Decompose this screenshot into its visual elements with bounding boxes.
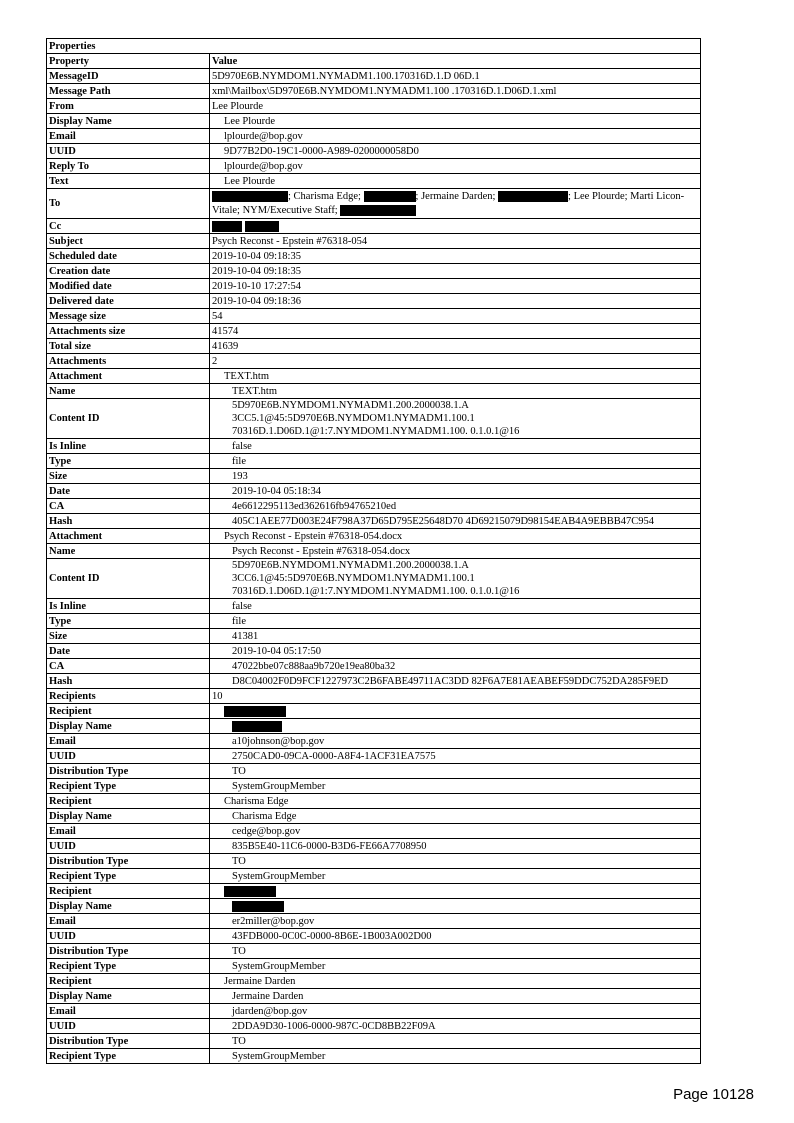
recipient-type-value: SystemGroupMember	[210, 959, 701, 974]
redaction-box	[340, 205, 416, 216]
display-name-value: Lee Plourde	[210, 114, 701, 129]
table-row	[47, 144, 701, 159]
table-row	[47, 219, 701, 234]
uuid-value: 835B5E40-11C6-0000-B3D6-FE66A7708950	[210, 839, 701, 854]
row-label: From	[47, 99, 210, 114]
table-row	[47, 869, 701, 884]
table-row	[47, 279, 701, 294]
table-row	[47, 84, 701, 99]
table-row	[47, 529, 701, 544]
modified-date-value: 2019-10-10 17:27:54	[210, 279, 701, 294]
email-value: cedge@bop.gov	[210, 824, 701, 839]
redaction-box	[224, 706, 286, 717]
table-row	[47, 384, 701, 399]
size-value: 193	[210, 469, 701, 484]
table-title-row	[47, 39, 701, 54]
scheduled-date-value: 2019-10-04 09:18:35	[210, 249, 701, 264]
is-inline-value: false	[210, 599, 701, 614]
row-label: Recipient	[47, 974, 210, 989]
table-row	[47, 294, 701, 309]
message-id-value: 5D970E6B.NYMDOM1.NYMADM1.100.170316D.1.D 06D.1	[210, 69, 701, 84]
display-name-value: Charisma Edge	[210, 809, 701, 824]
row-label: Content ID	[47, 399, 210, 439]
content-id-line: 3CC6.1@45:5D970E6B.NYMDOM1.NYMADM1.100.1	[232, 573, 475, 584]
row-label: Attachments size	[47, 324, 210, 339]
row-label: UUID	[47, 839, 210, 854]
row-label: Display Name	[47, 114, 210, 129]
redaction-box	[212, 221, 242, 232]
attachment-name-value: Psych Reconst - Epstein #76318-054.docx	[210, 544, 701, 559]
subject-value: Psych Reconst - Epstein #76318-054	[210, 234, 701, 249]
recipient-value: Charisma Edge	[210, 794, 701, 809]
row-label: Display Name	[47, 719, 210, 734]
redaction-box	[232, 721, 282, 732]
row-label: Cc	[47, 219, 210, 234]
row-label: UUID	[47, 749, 210, 764]
table-row	[47, 734, 701, 749]
row-label: Distribution Type	[47, 1034, 210, 1049]
attachment-value: Psych Reconst - Epstein #76318-054.docx	[210, 529, 701, 544]
row-label: Size	[47, 629, 210, 644]
column-header-property: Property	[47, 54, 210, 69]
table-row	[47, 69, 701, 84]
to-value	[210, 189, 701, 219]
table-row	[47, 764, 701, 779]
redaction-box	[232, 901, 284, 912]
row-label: Distribution Type	[47, 854, 210, 869]
table-row	[47, 659, 701, 674]
table-row	[47, 599, 701, 614]
row-label: Attachments	[47, 354, 210, 369]
email-value: er2miller@bop.gov	[210, 914, 701, 929]
row-label: Total size	[47, 339, 210, 354]
email-value: jdarden@bop.gov	[210, 1004, 701, 1019]
table-row	[47, 114, 701, 129]
table-row	[47, 749, 701, 764]
content-id-value	[210, 399, 701, 439]
table-row	[47, 614, 701, 629]
row-label: Email	[47, 734, 210, 749]
content-id-line: 3CC5.1@45:5D970E6B.NYMDOM1.NYMADM1.100.1	[232, 413, 475, 424]
date-value: 2019-10-04 05:18:34	[210, 484, 701, 499]
row-label: Display Name	[47, 809, 210, 824]
uuid-value: 2750CAD0-09CA-0000-A8F4-1ACF31EA7575	[210, 749, 701, 764]
redaction-box	[364, 191, 416, 202]
ca-value: 47022bbe07c888aa9b720e19ea80ba32	[210, 659, 701, 674]
page-number: Page 10128	[673, 1086, 754, 1103]
table-row	[47, 354, 701, 369]
row-label: Delivered date	[47, 294, 210, 309]
row-label: Date	[47, 484, 210, 499]
table-row	[47, 339, 701, 354]
row-label: Recipient Type	[47, 959, 210, 974]
table-row	[47, 914, 701, 929]
table-row	[47, 324, 701, 339]
row-label: Recipient Type	[47, 1049, 210, 1064]
attachment-name-value: TEXT.htm	[210, 384, 701, 399]
creation-date-value: 2019-10-04 09:18:35	[210, 264, 701, 279]
row-label: Date	[47, 644, 210, 659]
table-row	[47, 174, 701, 189]
text-value: Lee Plourde	[210, 174, 701, 189]
to-text: ; Jermaine Darden;	[415, 190, 496, 202]
row-label: Recipient	[47, 794, 210, 809]
row-label: Attachment	[47, 369, 210, 384]
display-name-value	[210, 899, 701, 914]
cc-value	[210, 219, 701, 234]
row-label: Display Name	[47, 989, 210, 1004]
table-row	[47, 514, 701, 529]
table-header-row	[47, 54, 701, 69]
properties-sheet	[46, 38, 700, 1064]
distribution-type-value: TO	[210, 944, 701, 959]
table-row	[47, 884, 701, 899]
row-label: Text	[47, 174, 210, 189]
redaction-box	[498, 191, 568, 202]
row-label: Email	[47, 824, 210, 839]
row-label: CA	[47, 659, 210, 674]
table-row	[47, 809, 701, 824]
distribution-type-value: TO	[210, 854, 701, 869]
table-row	[47, 959, 701, 974]
row-label: Distribution Type	[47, 764, 210, 779]
table-row	[47, 779, 701, 794]
row-label: Distribution Type	[47, 944, 210, 959]
row-label: Message size	[47, 309, 210, 324]
recipient-value	[210, 884, 701, 899]
table-row	[47, 929, 701, 944]
type-value: file	[210, 614, 701, 629]
row-label: Message Path	[47, 84, 210, 99]
table-row	[47, 369, 701, 384]
table-row	[47, 439, 701, 454]
hash-value: 405C1AEE77D003E24F798A37D65D795E25648D70 4D69215079D98154EAB4A9EBBB47C954	[210, 514, 701, 529]
table-row	[47, 249, 701, 264]
row-label: Recipient	[47, 704, 210, 719]
table-row	[47, 944, 701, 959]
row-label: Email	[47, 1004, 210, 1019]
message-size-value: 54	[210, 309, 701, 324]
row-label: Is Inline	[47, 439, 210, 454]
total-size-value: 41639	[210, 339, 701, 354]
row-label: Is Inline	[47, 599, 210, 614]
table-row	[47, 499, 701, 514]
type-value: file	[210, 454, 701, 469]
to-text: ; Charisma Edge;	[288, 190, 361, 202]
table-row	[47, 129, 701, 144]
table-row	[47, 309, 701, 324]
table-row	[47, 674, 701, 689]
recipient-value: Jermaine Darden	[210, 974, 701, 989]
content-id-value	[210, 559, 701, 599]
row-label: Subject	[47, 234, 210, 249]
row-label: Name	[47, 384, 210, 399]
table-row	[47, 644, 701, 659]
row-label: UUID	[47, 144, 210, 159]
to-text: ; Lee Plourde; Marti Licon-	[568, 190, 685, 202]
content-id-line: 70316D.1.D06D.1@1:7.NYMDOM1.NYMADM1.100. 0.1.0.1@16	[232, 586, 520, 597]
table-row	[47, 974, 701, 989]
table-row	[47, 559, 701, 599]
uuid-value: 9D77B2D0-19C1-0000-A989-0200000058D0	[210, 144, 701, 159]
from-value: Lee Plourde	[210, 99, 701, 114]
distribution-type-value: TO	[210, 1034, 701, 1049]
attachment-value: TEXT.htm	[210, 369, 701, 384]
row-label: Type	[47, 454, 210, 469]
table-row	[47, 234, 701, 249]
distribution-type-value: TO	[210, 764, 701, 779]
table-row	[47, 839, 701, 854]
recipient-type-value: SystemGroupMember	[210, 1049, 701, 1064]
table-row	[47, 629, 701, 644]
table-row	[47, 1004, 701, 1019]
row-label: CA	[47, 499, 210, 514]
row-label: Type	[47, 614, 210, 629]
row-label: Hash	[47, 674, 210, 689]
table-row	[47, 454, 701, 469]
table-row	[47, 469, 701, 484]
email-value: a10johnson@bop.gov	[210, 734, 701, 749]
table-row	[47, 854, 701, 869]
table-title: Properties	[47, 39, 701, 54]
table-row	[47, 1049, 701, 1064]
content-id-line: 5D970E6B.NYMDOM1.NYMADM1.200.2000038.1.A	[232, 560, 469, 571]
row-label: Recipients	[47, 689, 210, 704]
to-text: Vitale; NYM/Executive Staff;	[212, 204, 338, 216]
redaction-box	[224, 886, 276, 897]
recipient-type-value: SystemGroupMember	[210, 869, 701, 884]
row-label: Content ID	[47, 559, 210, 599]
content-id-line: 5D970E6B.NYMDOM1.NYMADM1.200.2000038.1.A	[232, 400, 469, 411]
row-label: Display Name	[47, 899, 210, 914]
email-value: lplourde@bop.gov	[210, 129, 701, 144]
is-inline-value: false	[210, 439, 701, 454]
table-row	[47, 899, 701, 914]
row-label: Creation date	[47, 264, 210, 279]
delivered-date-value: 2019-10-04 09:18:36	[210, 294, 701, 309]
table-row	[47, 989, 701, 1004]
row-label: Scheduled date	[47, 249, 210, 264]
recipient-type-value: SystemGroupMember	[210, 779, 701, 794]
table-row	[47, 824, 701, 839]
redaction-box	[212, 191, 288, 202]
table-row	[47, 704, 701, 719]
row-label: Hash	[47, 514, 210, 529]
row-label: Email	[47, 129, 210, 144]
table-row	[47, 794, 701, 809]
table-row	[47, 399, 701, 439]
row-label: MessageID	[47, 69, 210, 84]
reply-to-value: lplourde@bop.gov	[210, 159, 701, 174]
hash-value: D8C04002F0D9FCF1227973C2B6FABE49711AC3DD 82F6A7E81AEABEF59DDC752DA285F9ED	[210, 674, 701, 689]
row-label: Attachment	[47, 529, 210, 544]
properties-table	[46, 38, 701, 1064]
row-label: UUID	[47, 929, 210, 944]
table-row	[47, 1034, 701, 1049]
row-label: Modified date	[47, 279, 210, 294]
table-row	[47, 189, 701, 219]
recipient-value	[210, 704, 701, 719]
display-name-value	[210, 719, 701, 734]
table-row	[47, 719, 701, 734]
row-label: UUID	[47, 1019, 210, 1034]
content-id-line: 70316D.1.D06D.1@1:7.NYMDOM1.NYMADM1.100. 0.1.0.1@16	[232, 426, 520, 437]
row-label: Recipient	[47, 884, 210, 899]
row-label: Name	[47, 544, 210, 559]
column-header-value: Value	[210, 54, 701, 69]
ca-value: 4e6612295113ed362616fb94765210ed	[210, 499, 701, 514]
uuid-value: 2DDA9D30-1006-0000-987C-0CD8BB22F09A	[210, 1019, 701, 1034]
message-path-value: xml\Mailbox\5D970E6B.NYMDOM1.NYMADM1.100 .170316D.1.D06D.1.xml	[210, 84, 701, 99]
uuid-value: 43FDB000-0C0C-0000-8B6E-1B003A002D00	[210, 929, 701, 944]
row-label: Reply To	[47, 159, 210, 174]
table-row	[47, 484, 701, 499]
table-row	[47, 544, 701, 559]
date-value: 2019-10-04 05:17:50	[210, 644, 701, 659]
attachments-size-value: 41574	[210, 324, 701, 339]
row-label: Size	[47, 469, 210, 484]
size-value: 41381	[210, 629, 701, 644]
row-label: To	[47, 189, 210, 219]
table-row	[47, 159, 701, 174]
table-row	[47, 689, 701, 704]
table-row	[47, 99, 701, 114]
recipients-count-value: 10	[210, 689, 701, 704]
table-row	[47, 1019, 701, 1034]
redaction-box	[245, 221, 279, 232]
row-label: Recipient Type	[47, 779, 210, 794]
attachments-count-value: 2	[210, 354, 701, 369]
row-label: Email	[47, 914, 210, 929]
table-row	[47, 264, 701, 279]
display-name-value: Jermaine Darden	[210, 989, 701, 1004]
row-label: Recipient Type	[47, 869, 210, 884]
